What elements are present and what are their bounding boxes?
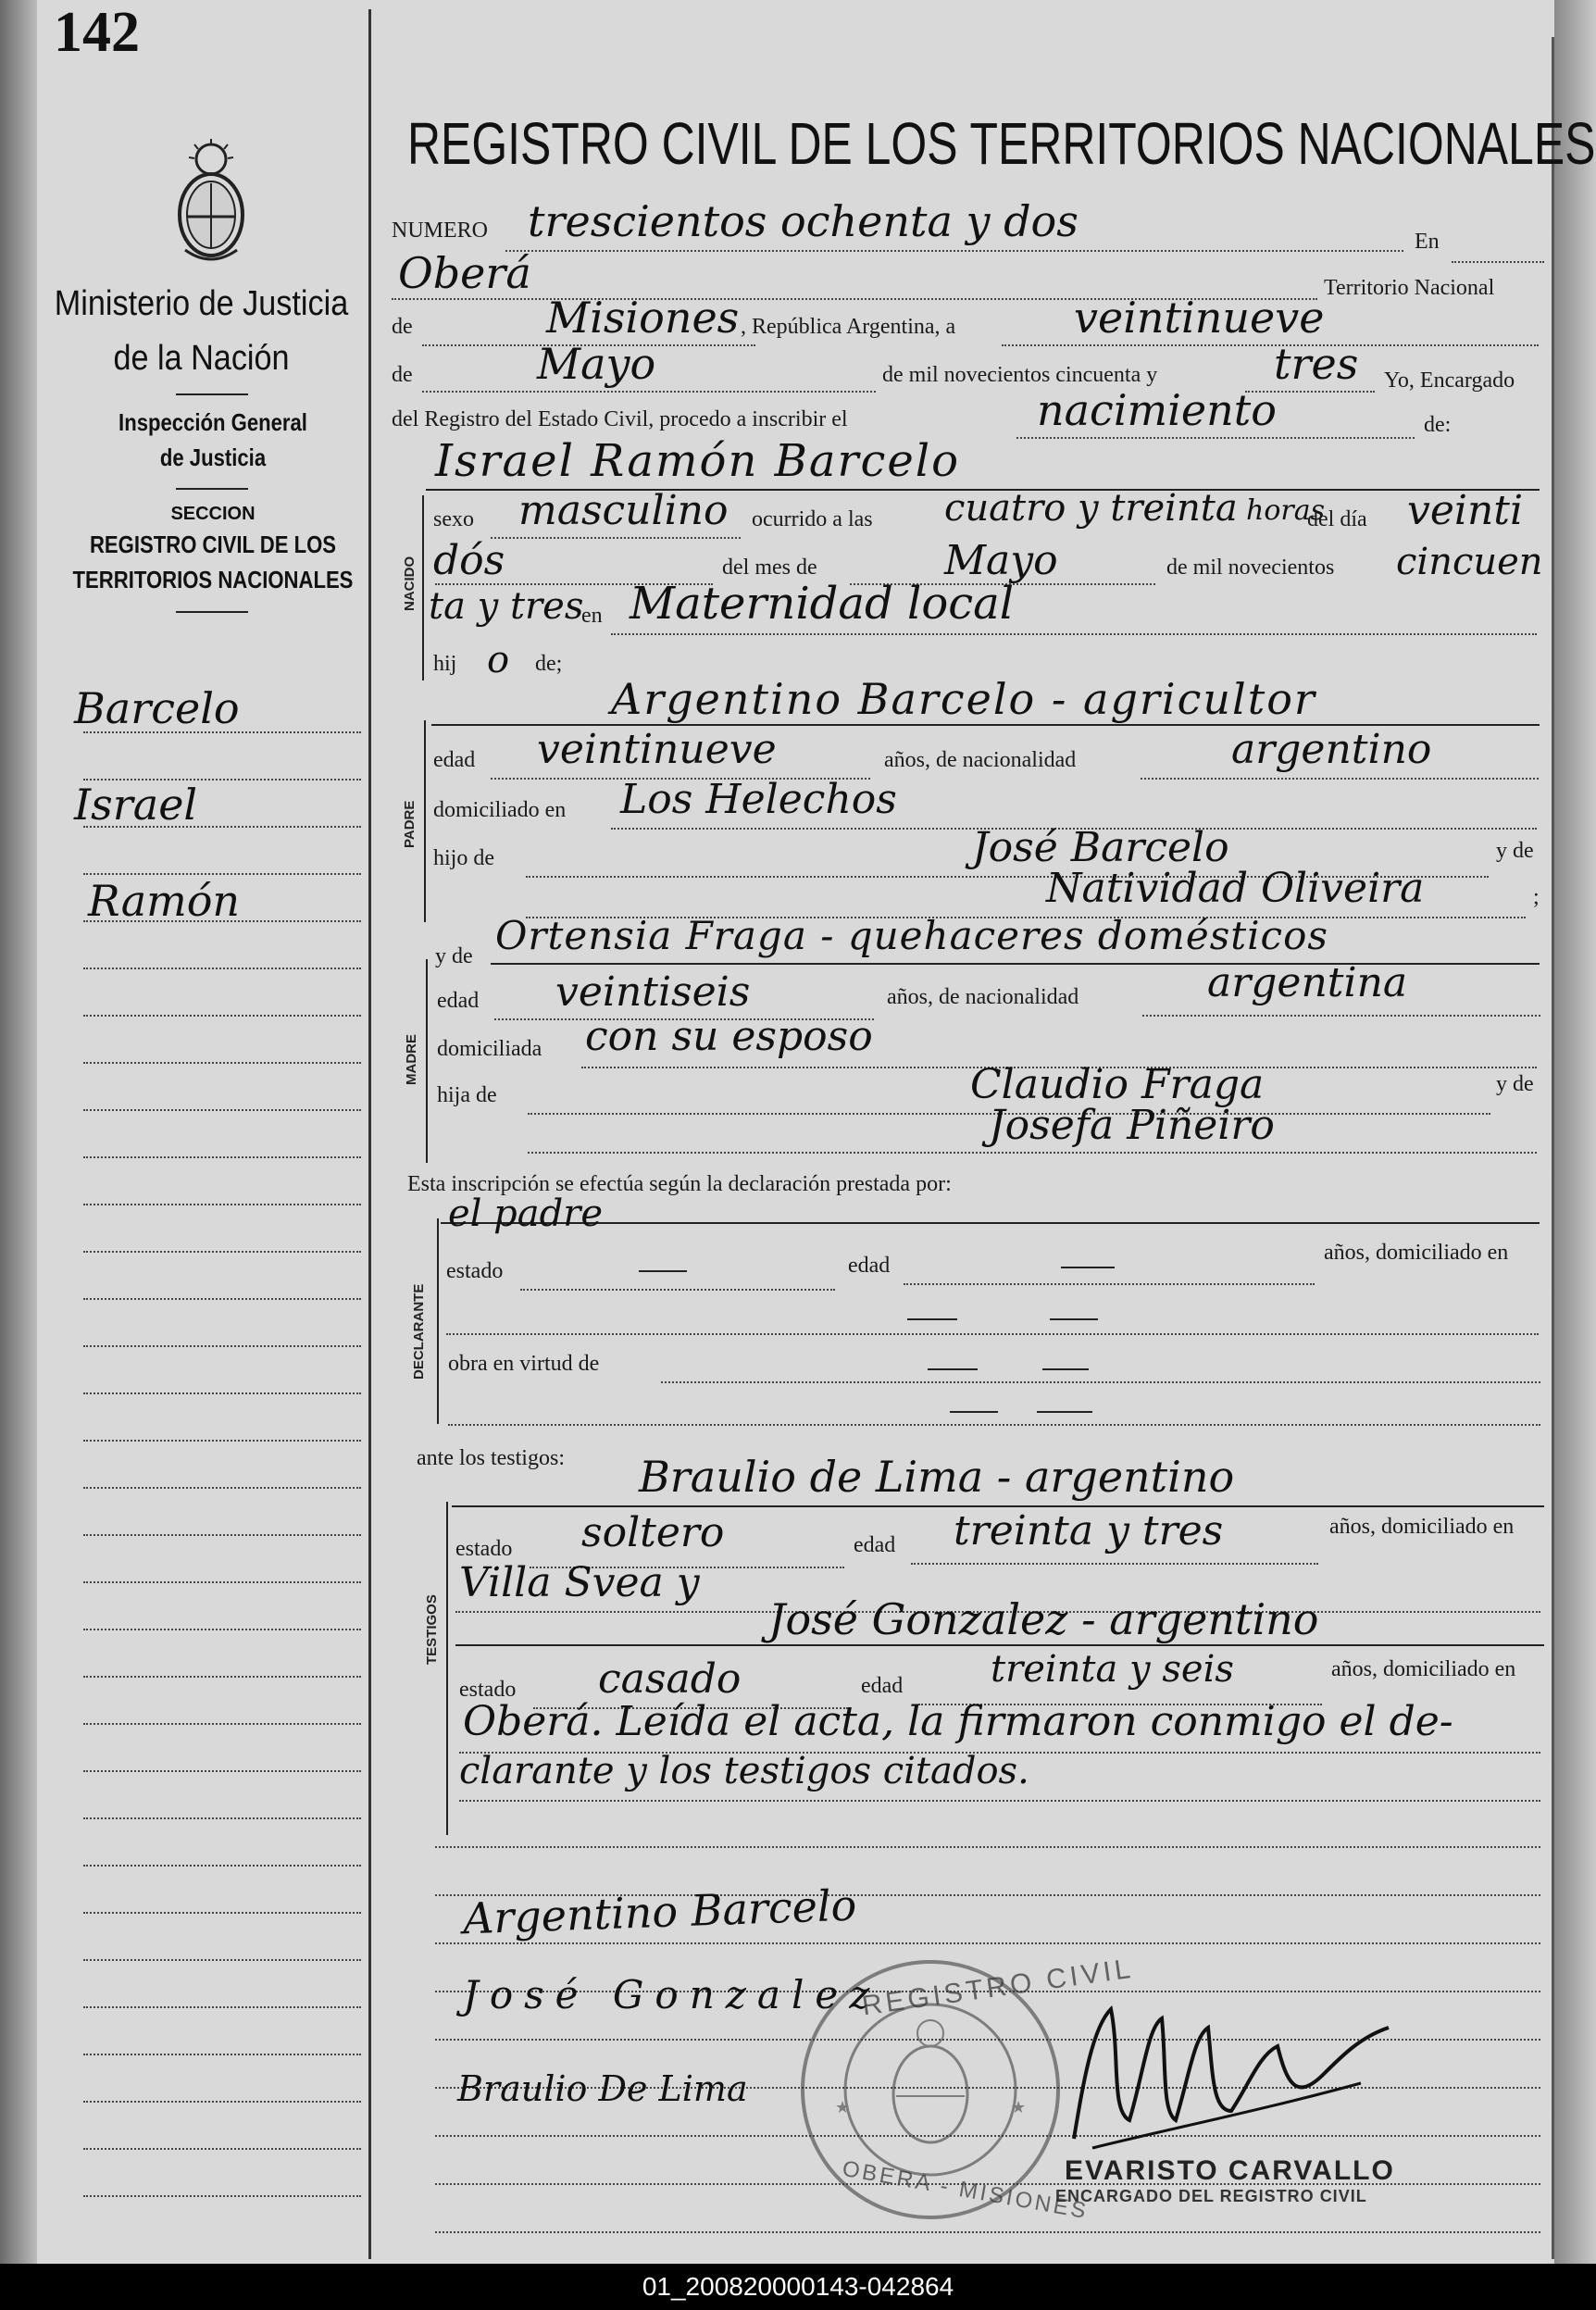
margin-name-first: Israel [74,780,198,830]
mes-value: Mayo [537,339,656,389]
declarante-bracket [437,1218,439,1424]
margin-ruled-line [83,1298,361,1300]
republica-label: , República Argentina, a [741,315,956,339]
en-small-label: en [581,604,603,628]
padre-semicolon: ; [1533,885,1540,909]
dia-value: veintinueve [1074,293,1325,343]
margin-ruled-line [83,1959,361,1961]
madre-bracket [426,959,428,1163]
testigo1-edad-label: edad [854,1533,896,1557]
cierre-value-2: clarante y los testigos citados. [459,1750,1029,1792]
madre-y-de-label: y de [435,944,473,968]
sexo-line [491,537,741,539]
nacido-bracket [422,495,424,681]
margin-ruled-line [83,968,361,969]
lugar-nac-value: Maternidad local [630,578,1015,630]
declarante-estado-line [520,1289,835,1291]
padre-padre-value: José Barcelo [972,824,1229,871]
margin-ruled-line [83,1204,361,1205]
coat-of-arms-icon [167,139,256,268]
margin-ruled-line [83,1581,361,1583]
margin-name-surname: Barcelo [74,683,240,733]
cierre-line-2 [459,1800,1540,1802]
declarante-anos-dom-label: años, domiciliado en [1324,1241,1509,1265]
obra-dash-3 [950,1411,998,1413]
testigo1-anos-dom-label: años, domiciliado en [1329,1515,1515,1539]
padre-hijo-de-label: hijo de [433,846,494,870]
margin-ruled-line [83,1109,361,1111]
signature-argentino-barcelo: Argentino Barcelo [462,1879,858,1944]
territorio-label: Territorio Nacional [1324,276,1495,300]
margin-divider [368,9,371,2259]
testigo1-estado-label: estado [455,1537,513,1561]
madre-side-label: MADRE [404,1034,419,1085]
margin-ruled-line [83,1440,361,1442]
madre-madre-value: Josefa Piñeiro [989,1102,1275,1149]
nombre-value: Israel Ramón Barcelo [435,435,960,487]
numero-label: NUMERO [392,219,489,243]
declarante-dom-line [446,1333,1539,1335]
margin-ruled-line [83,1156,361,1158]
anio-value: tres [1274,339,1359,389]
hij-suffix-value: o [487,639,510,681]
madre-padre-value: Claudio Fraga [970,1061,1265,1108]
signature-braulio-de-lima: Braulio De Lima [457,2068,748,2109]
testigo2-edad-label: edad [861,1674,904,1698]
cierre-value-1: Oberá. Leída el acta, la firmaron conmigo el de- [463,1698,1453,1745]
section-separator [176,611,248,613]
yo-label: Yo, Encargado [1384,368,1515,393]
stamp-top-text: REGISTRO CIVIL [860,1953,1136,2022]
padre-value: Argentino Barcelo - agricultor [611,674,1316,724]
stamp-bottom-text: OBERA - MISIONES [840,2155,1091,2225]
testigos-side-label: TESTIGOS [424,1594,440,1665]
margin-ruled-line [83,2148,361,2150]
del-dia-label: del día [1307,507,1367,531]
margin-ruled-line [83,1865,361,1867]
testigo2-rule [455,1644,1544,1646]
madre-madre-line [528,1152,1537,1154]
form-title: REGISTRO CIVIL DE LOS TERRITORIOS NACIONALES [407,110,1596,177]
margin-ruled-line [83,873,361,875]
madre-edad-label: edad [437,989,480,1013]
dia-nac-value-2: dós [433,537,505,584]
lugar-value: Oberá [398,248,531,298]
testigo2-value: José Gonzalez - argentino [768,1594,1319,1644]
official-signature-icon [1055,1972,1407,2157]
testigo1-edad-value: treinta y tres [954,1507,1224,1555]
de-label-2: de [392,363,413,387]
margin-ruled-line [83,1487,361,1489]
ministry-line-2: de la Nación [113,339,290,378]
declarante-edad-dash [1061,1267,1115,1268]
signature-jose-gonzalez: José Gonzalez [463,1972,881,2017]
padre-dom-value: Los Helechos [620,776,897,823]
image-id-footer: 01_200820000143-042864 [0,2264,1596,2310]
en-label: En [1415,230,1440,254]
margin-ruled-line [83,1676,361,1678]
hij-label: hij [433,652,457,676]
testigo1-value: Braulio de Lima - argentino [639,1452,1235,1502]
dia-line [1002,344,1539,346]
declarante-dom-dash-1 [907,1318,957,1320]
section-line-1: REGISTRO CIVIL DE LOS [89,531,337,558]
numero-line [505,250,1403,252]
obra-dash-1 [928,1368,978,1370]
margin-ruled-line [83,2195,361,2197]
declarante-edad-label: edad [848,1254,891,1278]
nacido-side-label: NACIDO [402,556,418,611]
signature-ruled-line [435,1942,1540,1944]
padre-anos-nac-label: años, de nacionalidad [884,748,1077,772]
sexo-value: masculino [518,487,729,534]
obra-line [661,1381,1540,1383]
dia-nac-value-1: veinti [1407,487,1524,534]
madre-nac-value: argentina [1207,959,1408,1006]
declarante-side-label: DECLARANTE [411,1283,427,1380]
declarante-edad-line [904,1283,1315,1285]
margin-ruled-line [83,1345,361,1347]
anio-nac-value-1: cincuen [1396,541,1543,583]
testigo2-estado-label: estado [459,1678,517,1702]
signature-ruled-line [435,2231,1540,2233]
margin-ruled-line [83,1817,361,1819]
obra-line-2 [448,1424,1540,1426]
official-title: ENCARGADO DEL REGISTRO CIVIL [1055,2187,1367,2205]
margin-ruled-line [83,1629,361,1630]
de-label: de [392,315,413,339]
padre-edad-label: edad [433,748,476,772]
page-edge [1554,0,1596,2264]
en-line [1452,261,1544,263]
mes-line [422,391,876,393]
page-number: 142 [54,1,140,64]
lugar-nac-line [611,633,1537,635]
margin-ruled-line [83,1534,361,1536]
ocurrido-label: ocurrido a las [752,507,873,531]
hora-value: cuatro y treinta [944,487,1238,530]
inspection-separator [176,488,248,490]
padre-bracket [424,720,426,922]
margin-ruled-line [83,1723,361,1725]
testigo2-anos-dom-label: años, domiciliado en [1331,1657,1516,1681]
mil-nov-label: de mil novecientos [1166,556,1335,580]
margin-ruled-line [83,2054,361,2055]
mes-nac-value: Mayo [944,537,1058,584]
padre-nac-value: argentino [1231,726,1432,773]
de-colon-label: de: [1424,413,1452,437]
svg-text:★: ★ [835,2098,851,2116]
declarante-value: el padre [448,1192,604,1235]
madre-hija-de-label: hija de [437,1083,497,1107]
margin-ruled-line [83,2101,361,2103]
section-line-2: TERRITORIOS NACIONALES [72,566,354,593]
declarante-estado-dash [639,1270,687,1272]
book-spine [0,0,37,2264]
obra-label: obra en virtud de [448,1352,600,1376]
margin-ruled-line [83,1251,361,1253]
obra-dash-2 [1042,1368,1089,1370]
padre-y-de-label: y de [1496,839,1534,863]
testigo1-dom-value: Villa Svea y [459,1559,700,1606]
madre-y-de-label-2: y de [1496,1072,1534,1096]
horas-label: horas [1246,494,1326,527]
official-name: EVARISTO CARVALLO [1065,2155,1395,2186]
madre-dom-label: domiciliada [437,1037,542,1061]
margin-name-second: Ramón [88,876,241,926]
svg-text:★: ★ [1011,2098,1027,2116]
declarante-dom-dash-2 [1050,1318,1098,1320]
margin-ruled-line [83,1392,361,1394]
margin-ruled-line [83,1062,361,1064]
madre-anos-nac-label: años, de nacionalidad [887,985,1079,1009]
territorio-value: Misiones [546,293,740,343]
sexo-label: sexo [433,507,474,531]
registro-label: del Registro del Estado Civil, procedo a inscribir el [392,407,848,431]
declarante-estado-label: estado [446,1259,504,1283]
padre-dom-label: domiciliado en [433,798,567,822]
margin-ruled-line [83,1770,361,1772]
margin-ruled-line [83,2006,361,2008]
inspection-line-2: de Justicia [159,443,267,471]
obra-dash-4 [1037,1411,1092,1413]
ministry-line-1: Ministerio de Justicia [54,284,349,323]
padre-edad-value: veintinueve [537,726,777,773]
padre-side-label: PADRE [402,800,418,848]
madre-edad-value: veintiseis [555,968,751,1016]
acto-line [1016,437,1415,439]
padre-nac-line [1141,778,1539,780]
testigo2-estado-value: casado [598,1655,742,1703]
madre-dom-value: con su esposo [585,1013,873,1060]
acto-value: nacimiento [1037,385,1277,435]
numero-value: trescientos ochenta y dos [528,196,1079,246]
margin-ruled-line [83,1912,361,1914]
testigo1-estado-value: soltero [581,1509,725,1556]
madre-value: Ortensia Fraga - quehaceres domésticos [495,913,1328,958]
testigos-bracket [446,1502,448,1835]
inscripcion-label: Esta inscripción se efectúa según la declaración prestada por: [407,1172,952,1196]
section-label: SECCION [170,504,256,524]
testigo2-edad-value: treinta y seis [991,1648,1234,1691]
margin-ruled-line [83,1015,361,1017]
right-border [1552,37,1554,2259]
signature-ruled-line [435,1846,1540,1848]
de-semicolon-label: de; [535,652,563,676]
ministry-separator [176,393,248,395]
padre-madre-value: Natividad Oliveira [1046,865,1425,912]
declarante-rule [441,1222,1540,1224]
madre-nac-line [1142,1015,1540,1017]
mil-label: de mil novecientos cincuenta y [882,363,1158,387]
testigo1-edad-line [911,1563,1318,1565]
inspection-line-1: Inspección General [118,408,307,436]
ante-label: ante los testigos: [417,1446,565,1470]
del-mes-label: del mes de [722,556,817,580]
anio-nac-value-2: ta y tres [429,585,584,628]
